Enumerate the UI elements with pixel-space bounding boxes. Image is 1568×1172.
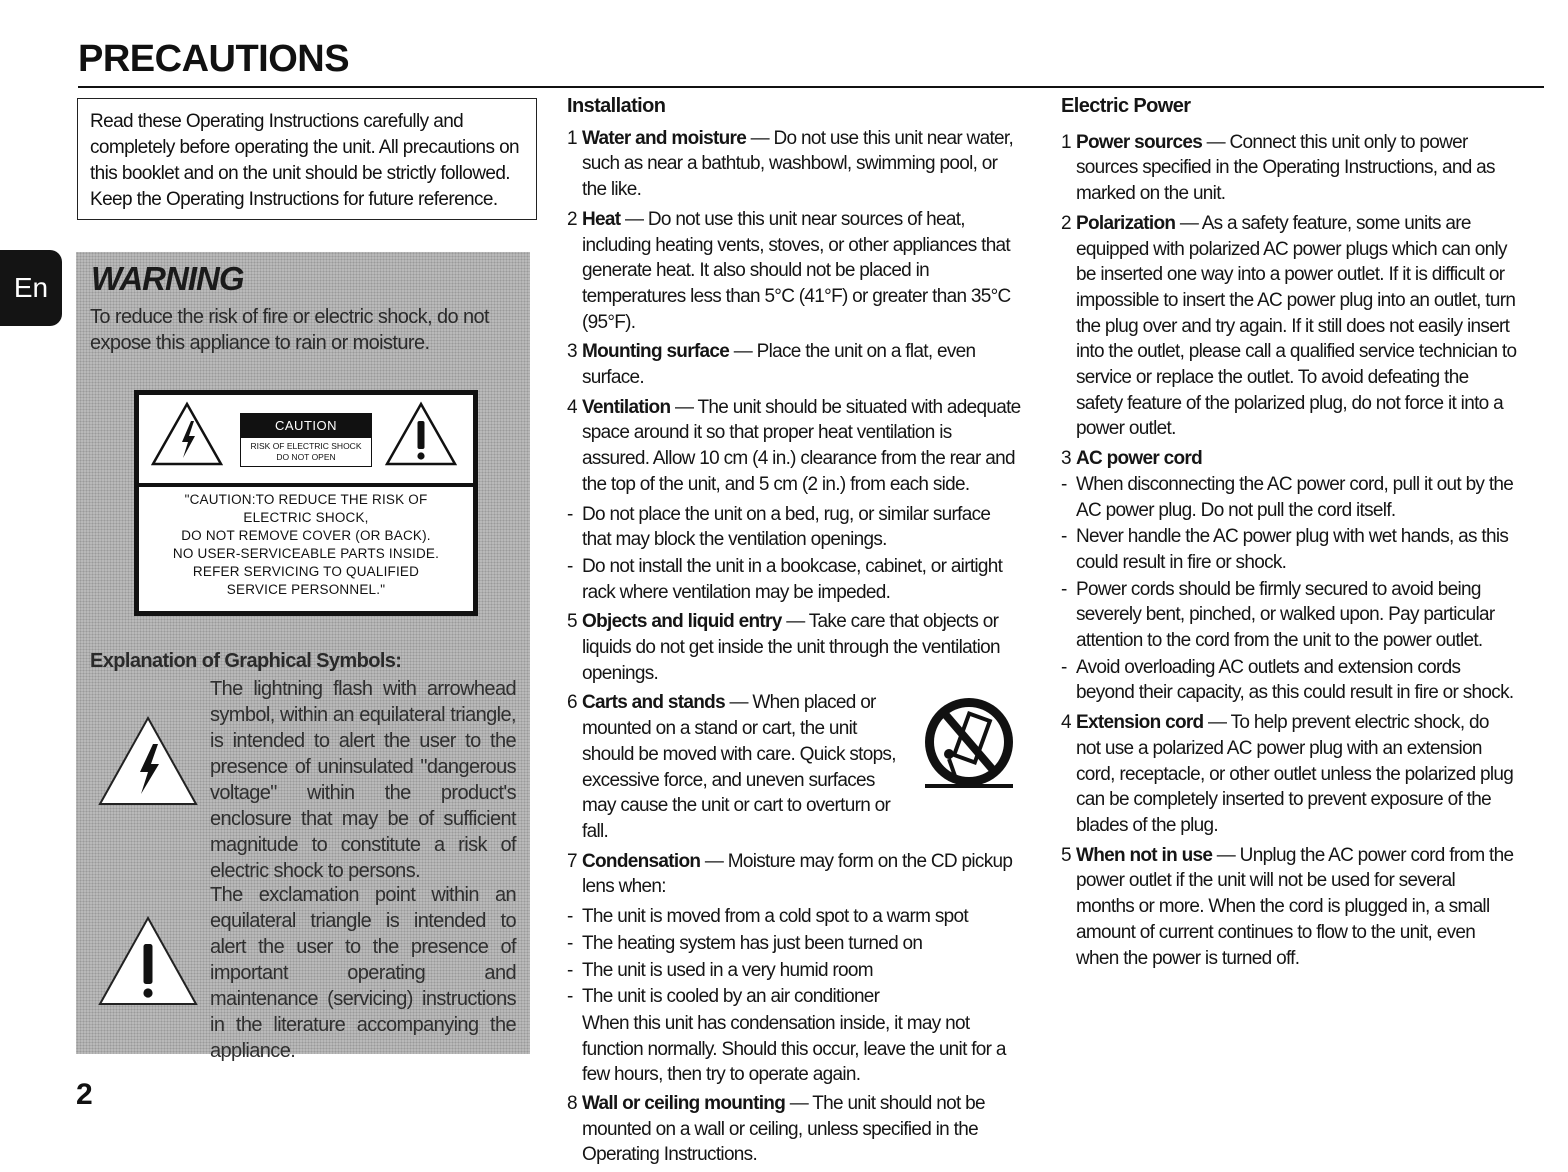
lightning-triangle-icon xyxy=(151,401,223,467)
item-lead: Carts and stands xyxy=(582,692,725,714)
condensation-note: - The unit is moved from a cold spot to a warm spot xyxy=(567,906,968,928)
installation-item-8 xyxy=(567,1091,1023,1168)
item-text: — Take care that objects or liquids do not get inside the unit through the ventilation openings. xyxy=(582,611,1000,684)
item-number: 5 xyxy=(1061,844,1071,866)
electric-item-5 xyxy=(1061,843,1517,972)
caution-line: DO NOT REMOVE COVER (OR BACK). xyxy=(181,528,431,543)
intro-box xyxy=(77,98,537,220)
item-text: — As a safety feature, some units are equipped with polarized AC power plugs which can only be inserted one way into a power outlet. If it is difficult or impossible to insert the AC power plug into an outlet, turn the plug over and try again. If it still does not easily insert into the outlet, please call a qualified service technician to service or replace the outlet. To avoid defeating the safety feature of the polarized plug, do not force it into a power outlet. xyxy=(1076,212,1517,440)
power-cord-note: - Avoid overloading AC outlets and extension cords beyond their capacity, as this could result in fire or shock. xyxy=(1061,656,1514,704)
condensation-note: - The heating system has just been turned on xyxy=(567,932,923,954)
note-text: The unit is moved from a cold spot to a warm spot xyxy=(582,906,968,928)
item-lead: Condensation xyxy=(582,850,701,872)
installation-item-4 xyxy=(567,395,1023,498)
caution-symbols-row xyxy=(139,395,473,487)
note-text: Never handle the AC power plug with wet hands, as this could result in fire or shock. xyxy=(1076,526,1509,573)
item-number: 8 xyxy=(567,1093,577,1115)
item-lead: Heat xyxy=(582,208,621,230)
item-number: 2 xyxy=(567,208,577,230)
ventilation-note: - Do not place the unit on a bed, rug, or similar surface that may block the ventilation openings. xyxy=(567,503,991,551)
caution-line: REFER SERVICING TO QUALIFIED xyxy=(192,564,420,579)
item-lead: Power sources xyxy=(1076,131,1203,153)
item-lead: Extension cord xyxy=(1076,712,1204,734)
note-text: Avoid overloading AC outlets and extension cords beyond their capacity, as this could result in fire or shock. xyxy=(1076,656,1514,704)
electric-item-4 xyxy=(1061,710,1517,839)
note-text: The unit is cooled by an air conditioner xyxy=(582,986,880,1008)
note-text: Power cords should be firmly secured to avoid being severely bent, pinched, or walked upon. Pay particular attention to the cord from the unit to the power outlet. xyxy=(1076,578,1495,652)
installation-item-1 xyxy=(567,126,1023,203)
installation-item-6 xyxy=(567,690,1023,844)
title-rule xyxy=(78,86,1544,88)
note-text: Do not place the unit on a bed, rug, or similar surface that may block the ventilation openings. xyxy=(582,503,991,551)
caution-label-sub-1: RISK OF ELECTRIC SHOCK xyxy=(250,441,362,451)
exclamation-explanation: The exclamation point within an equilateral triangle is intended to alert the user to the presence of important operating and maintenance (servicing) instructions in the literature accompanying the appliance. xyxy=(210,884,516,1062)
caution-label-sub xyxy=(241,438,371,463)
caution-statement xyxy=(139,491,473,599)
electric-item-2 xyxy=(1061,211,1517,442)
item-lead: AC power cord xyxy=(1076,448,1203,470)
cart-warning-icon xyxy=(915,694,1023,794)
item-number: 6 xyxy=(567,692,577,714)
electric-item-3 xyxy=(1061,446,1517,472)
item-text: — When placed or mounted on a stand or cart, the unit should be moved with care. Quick stops, excessive force, and uneven surfaces may cause the unit or cart to overturn or fall. xyxy=(582,692,896,842)
warning-box xyxy=(76,252,530,1062)
item-lead: Wall or ceiling mounting xyxy=(582,1093,786,1115)
language-tab: En xyxy=(0,250,62,326)
item-text: — Do not use this unit near water, such as near a bathtub, washbowl, swimming pool, or the like. xyxy=(582,127,1014,201)
item-text: — The unit should not be mounted on a wall or ceiling, unless specified in the Operating Instructions. xyxy=(582,1093,985,1166)
note-text: The unit is used in a very humid room xyxy=(582,959,873,981)
note-text: The heating system has just been turned on xyxy=(582,932,923,954)
caution-line: "CAUTION:TO REDUCE THE RISK OF xyxy=(184,492,428,507)
intro-text-2: Keep the Operating Instructions for future reference. xyxy=(90,189,498,210)
item-number: 3 xyxy=(1061,448,1071,470)
item-number: 1 xyxy=(1061,131,1071,153)
caution-line: SERVICE PERSONNEL." xyxy=(226,582,386,597)
installation-heading: Installation xyxy=(567,95,666,117)
page-title: PRECAUTIONS xyxy=(78,38,350,80)
item-lead: Ventilation xyxy=(582,396,671,418)
item-text: — Do not use this unit near sources of heat, including heating vents, stoves, or other appliances that generate heat. It also should not be placed in temperatures less than 5°C (41°F) or greater than 35°C (95°F). xyxy=(582,208,1011,333)
ventilation-note: - Do not install the unit in a bookcase, cabinet, or airtight rack where ventilation may be impeded. xyxy=(567,555,1003,603)
item-number: 4 xyxy=(1061,712,1071,734)
item-lead: Water and moisture xyxy=(582,127,747,149)
installation-item-3 xyxy=(567,339,1023,390)
exclamation-symbol-icon xyxy=(96,914,200,1008)
installation-column xyxy=(567,94,1023,1172)
electric-power-column xyxy=(1061,94,1517,975)
item-text: — Moisture may form on the CD pickup lens when: xyxy=(582,850,1013,898)
electric-item-1 xyxy=(1061,130,1517,207)
lightning-symbol-icon xyxy=(96,714,200,808)
installation-item-5 xyxy=(567,609,1023,686)
installation-item-7 xyxy=(567,849,1023,900)
note-text: When disconnecting the AC power cord, pull it out by the AC power plug. Do not pull the cord itself. xyxy=(1076,473,1514,521)
item-number: 1 xyxy=(567,127,577,149)
item-number: 2 xyxy=(1061,212,1071,234)
power-cord-note: - Never handle the AC power plug with wet hands, as this could result in fire or shock. xyxy=(1061,526,1509,573)
power-cord-note: - Power cords should be firmly secured to avoid being severely bent, pinched, or walked upon. Pay particular attention to the cord from the unit to the power outlet. xyxy=(1061,578,1495,652)
item-text: — To help prevent electric shock, do not use a polarized AC power plug with an extension cord, receptacle, or other outlet unless the polarized plug can be completely inserted to prevent exposure of the blades of the plug. xyxy=(1076,712,1514,836)
item-lead: Mounting surface xyxy=(582,341,730,363)
condensation-advice: When this unit has condensation inside, it may not function normally. Should this occur, leave the unit for a few hours, then try to operate again. xyxy=(582,1012,1006,1086)
item-text: — Connect this unit only to power sources specified in the Operating Instructions, and as marked on the unit. xyxy=(1076,131,1495,205)
page-number: 2 xyxy=(76,1078,93,1111)
item-text: — The unit should be situated with adequate space around it so that proper heat ventilation is assured. Allow 10 cm (4 in.) clearance from the rear and the top of the unit, and 5 cm (2 in.) from each side. xyxy=(582,396,1021,495)
item-number: 5 xyxy=(567,611,577,633)
condensation-note: - The unit is cooled by an air conditioner xyxy=(567,986,880,1008)
electric-power-heading: Electric Power xyxy=(1061,95,1191,117)
item-text: — Place the unit on a flat, even surface. xyxy=(582,341,976,389)
caution-label xyxy=(240,413,372,467)
caution-label-panel xyxy=(134,390,478,616)
note-text: Do not install the unit in a bookcase, cabinet, or airtight rack where ventilation may be impeded. xyxy=(582,555,1003,603)
installation-item-2 xyxy=(567,207,1023,336)
item-lead: Objects and liquid entry xyxy=(582,611,782,633)
caution-label-sub-2: DO NOT OPEN xyxy=(276,452,336,462)
power-cord-note: - When disconnecting the AC power cord, pull it out by the AC power plug. Do not pull the cord itself. xyxy=(1061,473,1514,521)
caution-label-head: CAUTION xyxy=(241,414,371,438)
lightning-explanation: The lightning flash with arrowhead symbol, within an equilateral triangle, is intended to alert the user to the presence of uninsulated "dangerous voltage" within the product's enclosure that may be of sufficient magnitude to constitute a risk of electric shock to persons. xyxy=(210,678,516,882)
item-number: 4 xyxy=(567,396,577,418)
item-lead: Polarization xyxy=(1076,212,1176,234)
caution-line: ELECTRIC SHOCK, xyxy=(243,510,369,525)
symbols-explanation-title: Explanation of Graphical Symbols: xyxy=(90,650,402,672)
warning-title: WARNING xyxy=(91,260,244,297)
item-text: — Unplug the AC power cord from the power outlet if the unit will not be used for several months or more. When the cord is plugged in, a small amount of current continues to flow to the unit, even when the power is turned off. xyxy=(1076,844,1514,969)
item-lead: When not in use xyxy=(1076,844,1213,866)
intro-text-1: Read these Operating Instructions carefully and completely before operating the unit. All precautions on this booklet and on the unit should be strictly followed. xyxy=(90,111,520,184)
caution-line: NO USER-SERVICEABLE PARTS INSIDE. xyxy=(172,546,440,561)
item-number: 3 xyxy=(567,341,577,363)
warning-text: To reduce the risk of fire or electric shock, do not expose this appliance to rain or moisture. xyxy=(90,306,489,354)
condensation-note: - The unit is used in a very humid room xyxy=(567,959,873,981)
item-number: 7 xyxy=(567,850,577,872)
exclamation-triangle-icon xyxy=(385,401,457,467)
